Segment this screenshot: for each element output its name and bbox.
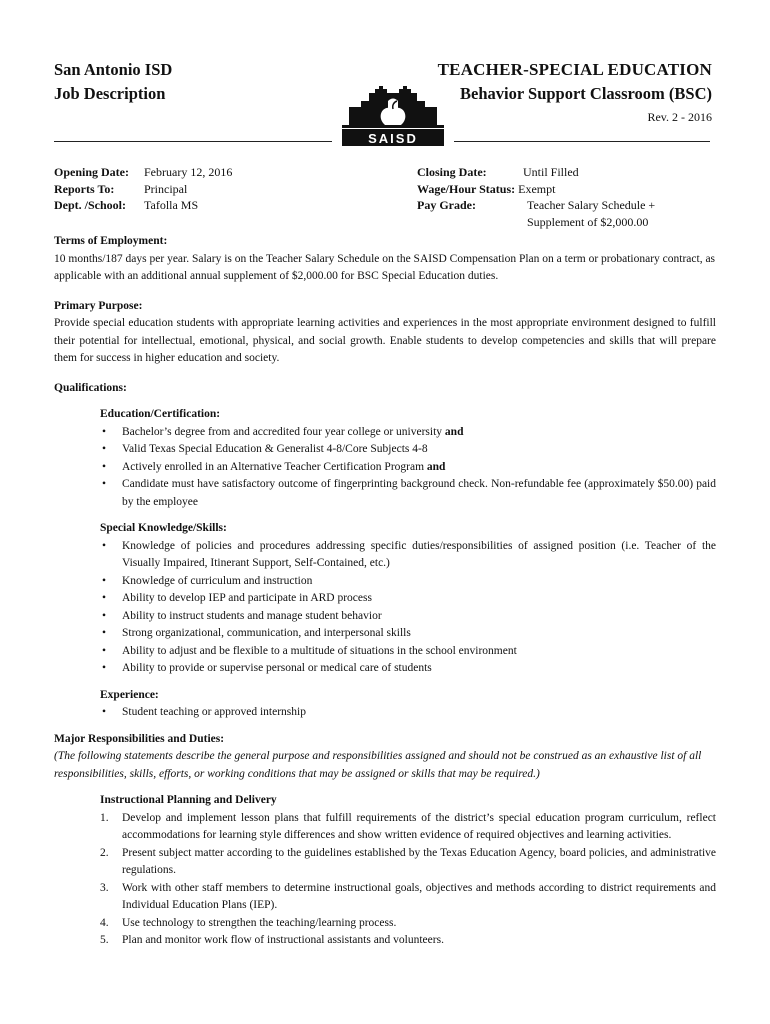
- education-title: Education/Certification:: [100, 408, 221, 420]
- opening-date-label: Opening Date:: [54, 165, 129, 179]
- reports-to-label: Reports To:: [54, 181, 115, 196]
- purpose-text: Provide special education students with appropriate learning activities and experiences in the most appropriate environment designed to fulfill their potential for intellectual, emotional, physical, and social growth. Enable students to develop competencies and skills that will prepare them for success in higher education and society.: [54, 317, 716, 364]
- responsibilities-note: (The following statements describe the general purpose and responsibilities assigned and should not be construed as an exhaustive list of all responsibilities, skills, efforts, or working conditions that may be assigned or skills that may be required.): [54, 750, 702, 780]
- list-item: • Ability to instruct students and manage student behavior: [102, 609, 382, 622]
- header-right: [438, 58, 712, 128]
- dept-school-label: Dept. /School:: [54, 198, 126, 212]
- info-right: [417, 164, 655, 230]
- document-body: [54, 233, 716, 950]
- org-name: San Antonio ISD: [54, 60, 173, 79]
- pay-grade-label: Pay Grade:: [417, 198, 476, 212]
- list-item: • Ability to adjust and be flexible to a multitude of situations in the school environment: [102, 644, 517, 657]
- list-item: • Valid Texas Special Education & Generalist 4-8/Core Subjects 4-8: [102, 443, 428, 455]
- education-list: [54, 424, 716, 512]
- terms-text: 10 months/187 days per year. Salary is on the Teacher Salary Schedule on the SAISD Compensation Plan on a term or probationary contract, as applicable with an additional annual supplement of $2,000.00 for BSC Special Education duties.: [54, 252, 716, 282]
- doc-type: Job Description: [54, 84, 166, 103]
- list-item: 4. Use technology to strengthen the teaching/learning process.: [100, 916, 397, 929]
- list-item: • Candidate must have satisfactory outcome of fingerprinting background check. Non-refundable fee (approximately $50.00) paid by the employee: [102, 478, 716, 508]
- dept-school-row: [54, 197, 232, 214]
- header-rule-left: [54, 141, 332, 142]
- list-item: • Knowledge of policies and procedures addressing specific duties/responsibilities of assigned position (i.e. Teacher of the Visually Impaired, Itinerant Support, Self-Contained, etc.): [102, 539, 716, 569]
- opening-date-value: February 12, 2016: [144, 165, 233, 179]
- list-item: 2. Present subject matter according to the guidelines established by the Texas Education Agency, board policies, and administrative regulations.: [100, 846, 716, 876]
- list-item: • Strong organizational, communication, and interpersonal skills: [102, 627, 411, 639]
- list-item: 5. Plan and monitor work flow of instructional assistants and volunteers.: [100, 934, 444, 946]
- wage-status-label: Wage/Hour Status:: [417, 181, 516, 196]
- revision: Rev. 2 - 2016: [647, 110, 712, 124]
- list-item: 3. Work with other staff members to determine instructional goals, objectives and methods according to district requirements and Individual Education Plans (IEP).: [100, 881, 716, 911]
- reports-to-value: Principal: [144, 181, 188, 196]
- instructional-title: Instructional Planning and Delivery: [100, 794, 277, 806]
- list-item: 1. Develop and implement lesson plans that fulfill requirements of the district’s special education program curriculum, reflect accommodations for learning style differences and show written evidence of required objectives and learning activities.: [100, 811, 716, 841]
- job-subtitle: Behavior Support Classroom (BSC): [460, 84, 712, 103]
- skills-list: [54, 538, 716, 678]
- experience-title: Experience:: [100, 688, 159, 701]
- header-left: [54, 58, 172, 106]
- wage-status-value: Exempt: [518, 181, 556, 196]
- purpose-title: Primary Purpose:: [54, 299, 143, 312]
- pay-grade-row: [417, 197, 655, 214]
- pay-grade-value: Teacher Salary Schedule +: [527, 198, 656, 212]
- qualifications-title: Qualifications:: [54, 381, 127, 394]
- info-left: [54, 164, 232, 214]
- list-item: • Actively enrolled in an Alternative Teacher Certification Program and: [102, 460, 446, 473]
- closing-date-row: [417, 164, 655, 181]
- terms-title: Terms of Employment:: [54, 235, 168, 247]
- list-item: • Ability to provide or supervise personal or medical care of students: [102, 662, 432, 674]
- responsibilities-title: Major Responsibilities and Duties:: [54, 732, 225, 745]
- pay-grade-supplement: Supplement of $2,000.00: [527, 214, 649, 229]
- instructional-list: [54, 810, 716, 950]
- list-item: • Bachelor’s degree from and accredited four year college or university and: [102, 425, 464, 438]
- opening-date-row: [54, 164, 232, 181]
- closing-date-value: Until Filled: [523, 165, 579, 179]
- reports-to-row: [54, 181, 232, 198]
- experience-list: [54, 704, 716, 722]
- job-title: TEACHER-SPECIAL EDUCATION: [437, 60, 712, 79]
- list-item: • Knowledge of curriculum and instruction: [102, 574, 313, 587]
- dept-school-value: Tafolla MS: [144, 198, 199, 212]
- list-item: • Ability to develop IEP and participate in ARD process: [102, 592, 372, 604]
- skills-title: Special Knowledge/Skills:: [100, 522, 227, 534]
- closing-date-label: Closing Date:: [417, 165, 487, 179]
- wage-status-row: [417, 181, 655, 198]
- logo-text: SAISD: [368, 131, 418, 146]
- header-rule-right: [454, 141, 710, 142]
- list-item: • Student teaching or approved internship: [102, 706, 306, 718]
